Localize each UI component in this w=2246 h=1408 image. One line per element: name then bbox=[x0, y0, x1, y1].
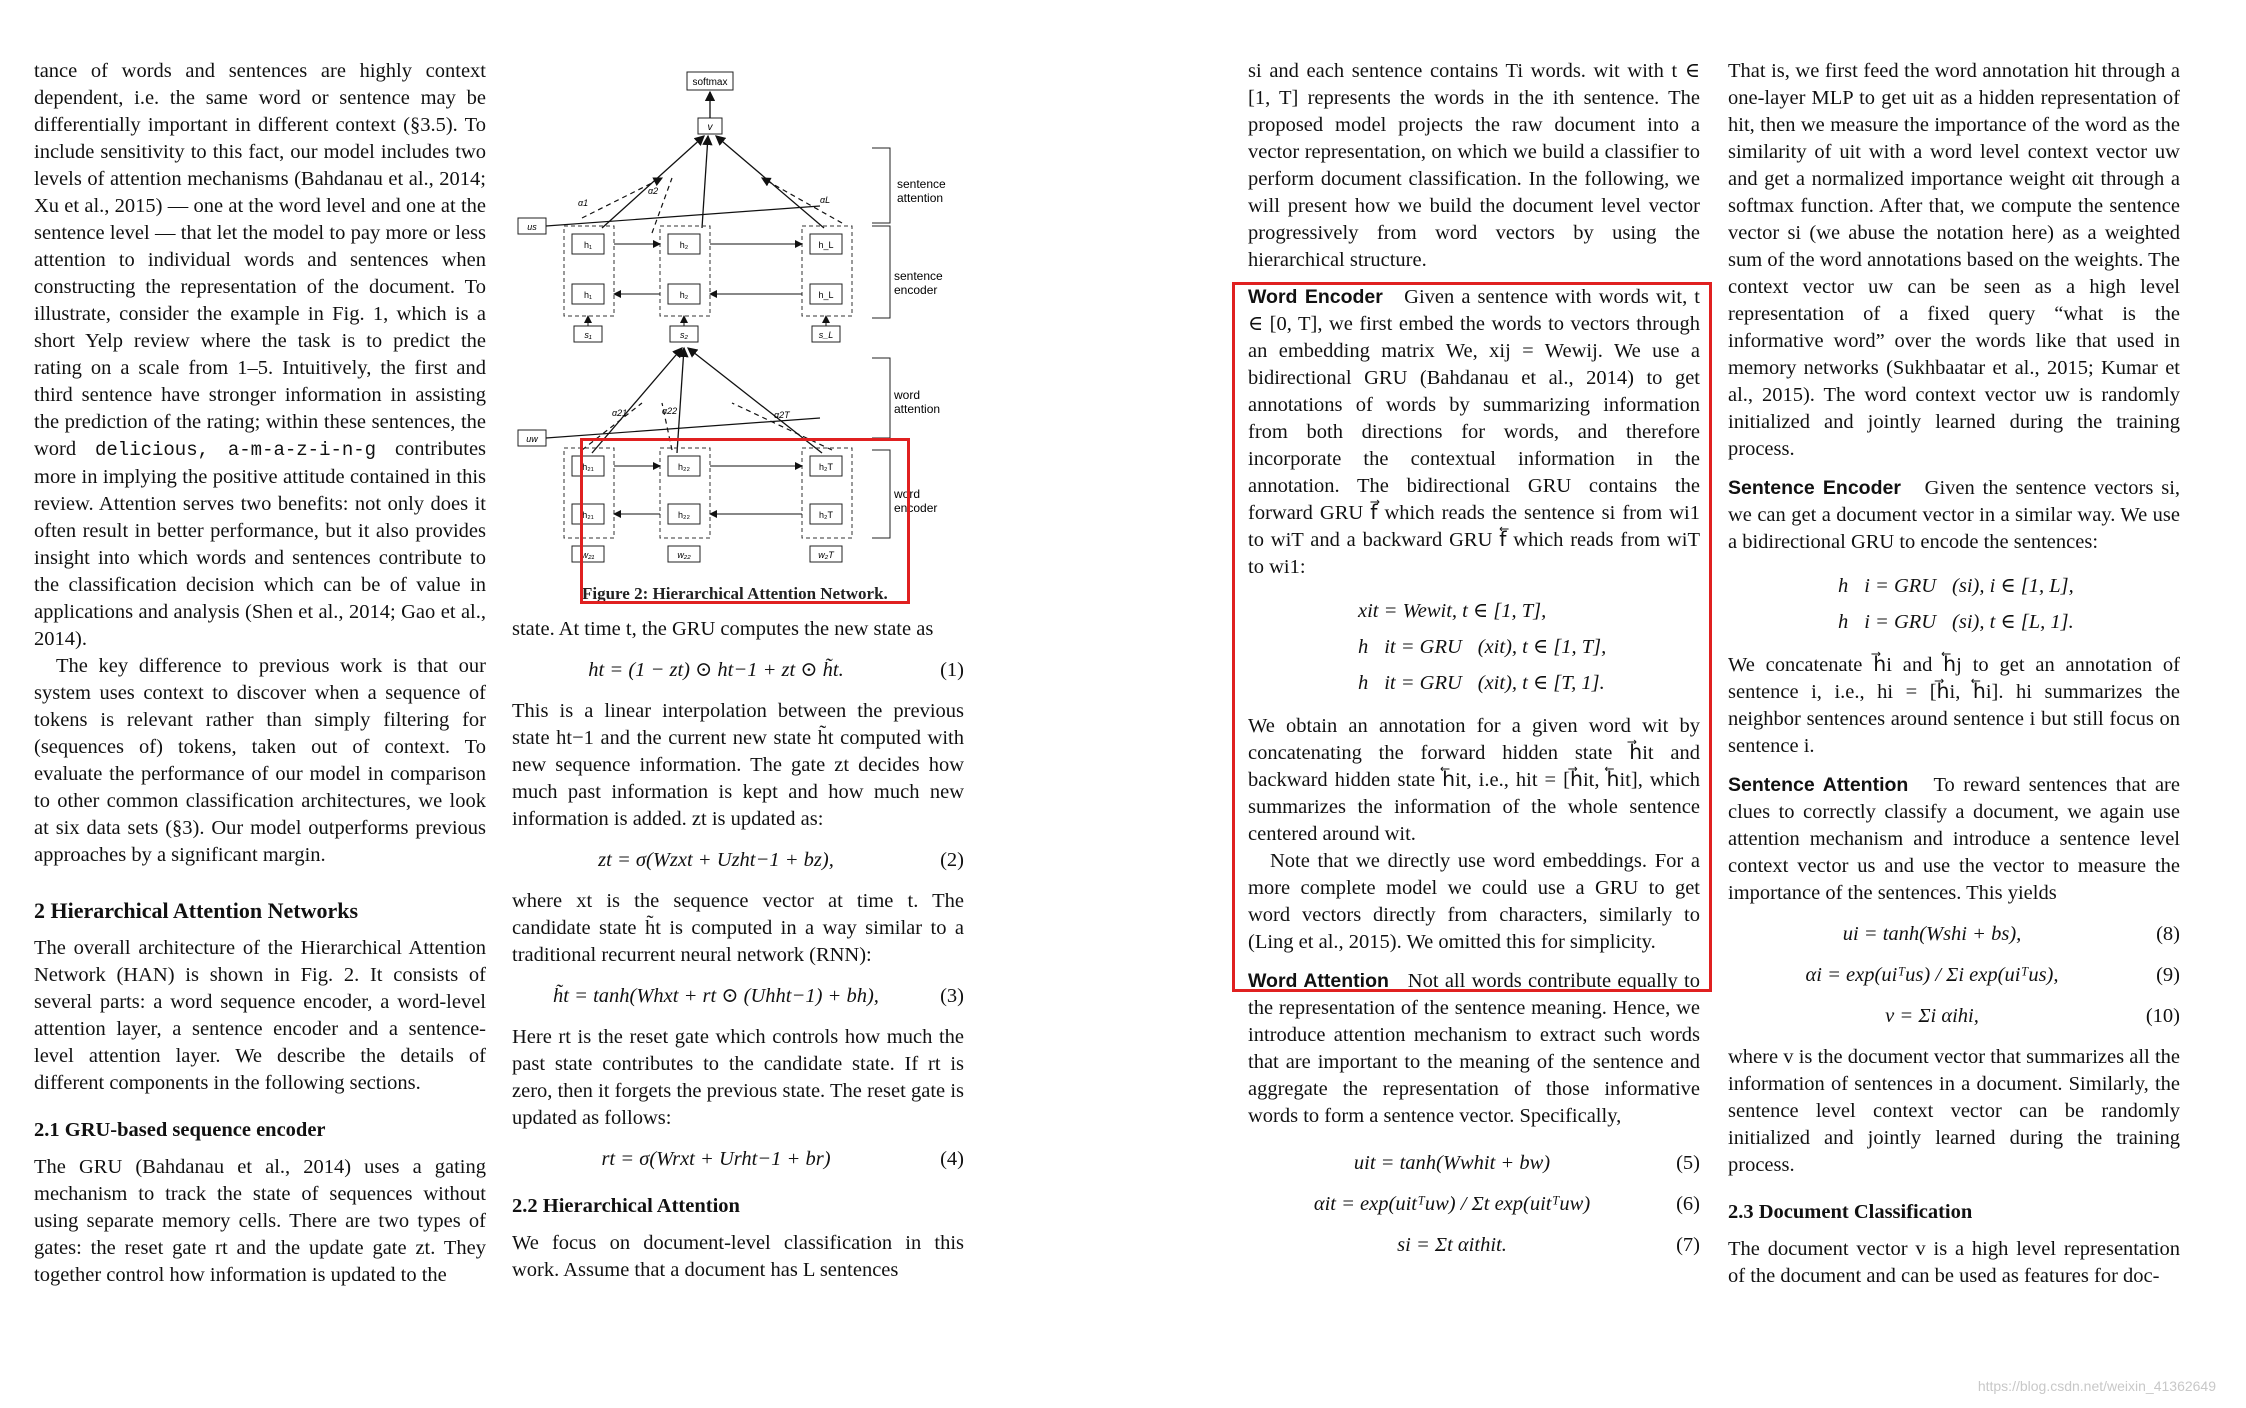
word-encoder-heading: Word Encoder bbox=[1248, 286, 1383, 308]
svg-text:h₂T: h₂T bbox=[819, 462, 833, 472]
section-2-1-title: 2.1 GRU-based sequence encoder bbox=[34, 1119, 326, 1141]
svg-text:h₂: h₂ bbox=[679, 240, 689, 250]
document-sentences-paragraph: si and each sentence contains Ti words. wit with t ∈ [1, T] represents the words in the ith sentence. The proposed model projects the raw document into a vector representation, on which we build a classifier to perform document classification. In the following, we will present how we build the document level vector progressively from word vectors by using the hierarchical structure. bbox=[1248, 60, 1700, 271]
sentence-encoder-paragraph: Sentence Encoder Given the sentence vectors si, we can get a document vector in a similar way. We use a bidirectional GRU to encode the sentences: bbox=[1728, 477, 2181, 553]
column-1 bbox=[34, 58, 486, 1289]
svg-text:h₁: h₁ bbox=[583, 240, 593, 250]
candidate-state-paragraph: where xt is the sequence vector at time t. The candidate state h̃t is computed in a way similar to a traditional recurrent neural network (RNN): bbox=[512, 890, 964, 966]
svg-text:h₂₁: h₂₁ bbox=[582, 462, 594, 472]
section-2-title: 2 Hierarchical Attention Networks bbox=[34, 898, 359, 923]
svg-text:s₂: s₂ bbox=[680, 330, 688, 340]
example-word-delicious: delicious, bbox=[94, 439, 210, 461]
word-encoder-equations: xit = Wewit, t ∈ [1, T], h⃗it = GRU⃗(xit), t ∈ [1, T], h⃖it = GRU⃖(xit), t ∈ [T, 1]. bbox=[1358, 600, 1607, 694]
han-diagram bbox=[512, 58, 962, 593]
svg-text:h₂₂: h₂₂ bbox=[678, 510, 690, 520]
document-classification-paragraph: The document vector v is a high level representation of the document and can be used as features for doc- bbox=[1728, 1238, 2180, 1287]
word-encoder-paragraph: Word Encoder Given a sentence with words wit, t ∈ [0, T], we first embed the words to vectors through an embedding matrix We, xij = Wewij. We use a bidirectional GRU (Bahdanau et al., 2014) to get annotations of words by summarizing information from both directions for words, and therefore incorporate the contextual information in the annotation. The bidirectional GRU contains the forward GRU f⃗ which reads the sentence si from wi1 to wiT and a backward GRU f⃖ which reads from wiT to wi1: bbox=[1248, 286, 1701, 578]
column-4 bbox=[1728, 58, 2180, 1290]
equation-2: zt = σ(Wzxt + Uzht−1 + bz), (2) bbox=[598, 849, 964, 871]
sentence-annotation-paragraph: We concatenate h⃗i and h⃖j to get an annotation of sentence i, i.e., hi = [h⃗i, h⃖i]. hi summarizes the neighbor sentences around sentence i but still focus on sentence i. bbox=[1728, 654, 2180, 757]
section-2-3-title: 2.3 Document Classification bbox=[1728, 1201, 1973, 1223]
svg-text:αL: αL bbox=[820, 195, 831, 205]
intro-paragraph: tance of words and sentences are highly context dependent, i.e. the same word or sentence may be differentially important in different context (§3.5). To include sensitivity to this fact, our model includes two levels of attention mechanisms (Bahdanau et al., 2014; Xu et al., 2015) — one at the word level and one at the sentence level — that let the model to pay more or less attention to individual words and sentences when constructing the representation of the document. To illustrate, consider the example in Fig. 1, which is a short Yelp review where the task is to predict the rating on a scale from 1–5. Intuitively, the first and third sentence have stronger information in assisting the prediction of the rating; within these sentences, the word delicious, a-m-a-z-i-n-g contributes more in implying the positive attitude contained in this review. Attention serves two benefits: not only does it often result in better performance, but it also provides insight into which words and sentences contribute to the classification decision which can be of value in applications and analysis (Shen et al., 2014; Gao et al., 2014). bbox=[34, 60, 487, 650]
word-encoder-label: word encoder bbox=[894, 487, 938, 515]
svg-text:h₂₂: h₂₂ bbox=[678, 462, 690, 472]
equation-4: rt = σ(Wrxt + Urht−1 + br) (4) bbox=[601, 1148, 964, 1170]
svg-text:w₂₂: w₂₂ bbox=[677, 550, 691, 560]
svg-text:α22: α22 bbox=[662, 406, 678, 416]
key-difference-paragraph: The key difference to previous work is that our system uses context to discover when a sequence of tokens is relevant rather than simply filtering for (sequences of) tokens, taken out of context. To evaluate the performance of our model in comparison to other common classification architectures, we look at six data sets (§3). Our model outperforms previous approaches by a significant margin. bbox=[34, 655, 486, 866]
sentence-encoder-blocks bbox=[564, 226, 852, 342]
svg-text:w₂T: w₂T bbox=[818, 550, 834, 560]
svg-text:h₂: h₂ bbox=[679, 290, 689, 300]
word-encoder-blocks bbox=[564, 448, 852, 562]
reset-gate-paragraph: Here rt is the reset gate which controls how much the past state contributes to the candidate state. If rt is zero, then it forgets the previous state. The reset gate is updated as follows: bbox=[512, 1026, 964, 1129]
equation-7: si = Σt αithit. (7) bbox=[1397, 1234, 1700, 1256]
gru-intro-paragraph: The GRU (Bahdanau et al., 2014) uses a gating mechanism to track the state of sequences without using separate memory cells. There are two types of gates: the reset gate rt and the update gate zt. They together control how information is updated to the bbox=[34, 1156, 486, 1286]
svg-text:w₂₁: w₂₁ bbox=[581, 550, 595, 560]
document-vector-label: v bbox=[707, 122, 713, 133]
figure-caption: Figure 2: Hierarchical Attention Network. bbox=[582, 584, 888, 603]
gru-state-paragraph: state. At time t, the GRU computes the new state as bbox=[512, 618, 934, 640]
word-embeddings-note: Note that we directly use word embeddings. For a more complete model we could use a GRU to get word vectors directly from characters, similarly to (Ling et al., 2015). We omitted this for simplicity. bbox=[1248, 850, 1700, 953]
word-attention-heading: Word Attention bbox=[1248, 970, 1389, 992]
document-level-paragraph: We focus on document-level classification in this work. Assume that a document has L sentences bbox=[512, 1232, 964, 1281]
word-context-vector-label: uw bbox=[526, 434, 538, 444]
equation-1: ht = (1 − zt) ⊙ ht−1 + zt ⊙ h̃t. (1) bbox=[588, 659, 964, 681]
svg-text:h₁: h₁ bbox=[583, 290, 593, 300]
example-word-amazing: a-m-a-z-i-n-g bbox=[227, 439, 377, 461]
equation-8: ui = tanh(Wshi + bs), (8) bbox=[1842, 923, 2180, 945]
watermark: https://blog.csdn.net/weixin_41362649 bbox=[1977, 1378, 2216, 1394]
sentence-encoder-heading: Sentence Encoder bbox=[1728, 477, 1901, 499]
sentence-encoder-label: sentence encoder bbox=[894, 269, 943, 297]
equation-9: αi = exp(uiᵀus) / Σi exp(uiᵀus), (9) bbox=[1805, 964, 2180, 986]
sentence-encoder-equations: h⃗i = GRU⃗(si), i ∈ [1, L], h⃖i = GRU⃖(si), t ∈ [L, 1]. bbox=[1838, 575, 2074, 633]
svg-text:s₁: s₁ bbox=[584, 330, 592, 340]
han-overview-paragraph: The overall architecture of the Hierarchical Attention Network (HAN) is shown in Fig. 2. It consists of several parts: a word sequence encoder, a word-level attention layer, a sentence encoder and a sentence-level attention layer. We describe the details of different components in the following sections. bbox=[34, 937, 486, 1094]
column-2 bbox=[512, 616, 964, 1284]
word-attention-label: word attention bbox=[894, 388, 941, 416]
sentence-attention-label: sentence attention bbox=[897, 177, 946, 205]
sentence-context-vector-label: us bbox=[527, 222, 537, 232]
column-3 bbox=[1248, 58, 1700, 1273]
word-mlp-paragraph: That is, we first feed the word annotation hit through a one-layer MLP to get uit as a hidden representation of hit, then we measure the importance of the word as the similarity of uit with a word level context vector uw and get a normalized importance weight αit through a softmax function. After that, we compute the sentence vector si (we abuse the notation here) as a weighted sum of the word annotations based on the weights. The context vector uw can be seen as a high level representation of a fixed query “what is the informative word” over the words like that used in memory networks (Sukhbaatar et al., 2015; Kumar et al., 2015). The word context vector uw is randomly initialized and jointly learned during the training process. bbox=[1728, 60, 2180, 460]
svg-text:α1: α1 bbox=[578, 198, 589, 208]
document-vector-paragraph: where v is the document vector that summarizes all the information of sentences in a document. Similarly, the sentence level context vector can be randomly initialized and jointly learned during the training process. bbox=[1728, 1046, 2180, 1176]
svg-text:h_L: h_L bbox=[818, 240, 834, 250]
word-annotation-paragraph: We obtain an annotation for a given word wit by concatenating the forward hidden state h⃗it and backward hidden state h⃖it, i.e., hit = [h⃗it, h⃖it], which summarizes the information of the whole sentence centered around wit. bbox=[1248, 715, 1700, 845]
han-architecture-figure bbox=[512, 58, 962, 593]
svg-text:h₂T: h₂T bbox=[819, 510, 833, 520]
equation-6: αit = exp(uitᵀuw) / Σt exp(uitᵀuw) (6) bbox=[1313, 1193, 1700, 1215]
svg-text:α2T: α2T bbox=[774, 410, 790, 420]
svg-text:h_L: h_L bbox=[818, 290, 834, 300]
svg-text:α2: α2 bbox=[648, 186, 659, 196]
sentence-attention-paragraph: Sentence Attention To reward sentences that are clues to correctly classify a document, we again use attention mechanism and introduce a sentence level context vector us and use the vector to measure the importance of the sentences. This yields bbox=[1728, 774, 2180, 904]
equation-10: v = Σi αihi, (10) bbox=[1885, 1005, 2180, 1027]
interpolation-paragraph: This is a linear interpolation between the previous state ht−1 and the current new state h̃t computed with new sequence information. The gate zt decides how much past information is kept and how much new information is added. zt is updated as: bbox=[512, 700, 964, 830]
svg-text:h₂₁: h₂₁ bbox=[582, 510, 594, 520]
svg-text:s_L: s_L bbox=[818, 330, 834, 340]
sentence-attention-heading: Sentence Attention bbox=[1728, 774, 1909, 796]
equation-5: uit = tanh(Wwhit + bw) (5) bbox=[1353, 1152, 1700, 1174]
equation-3: h̃t = tanh(Whxt + rt ⊙ (Uhht−1) + bh), (3) bbox=[553, 985, 964, 1007]
word-attention-paragraph: Word Attention Not all words contribute equally to the representation of the sentence meaning. Hence, we introduce attention mechanism to extract such words that are important to the meaning of the sentence and aggregate the representation of those informative words to form a sentence vector. Specifically, bbox=[1248, 970, 1701, 1127]
section-2-2-title: 2.2 Hierarchical Attention bbox=[512, 1195, 740, 1217]
svg-text:α21: α21 bbox=[612, 408, 628, 418]
softmax-label: softmax bbox=[692, 77, 728, 88]
